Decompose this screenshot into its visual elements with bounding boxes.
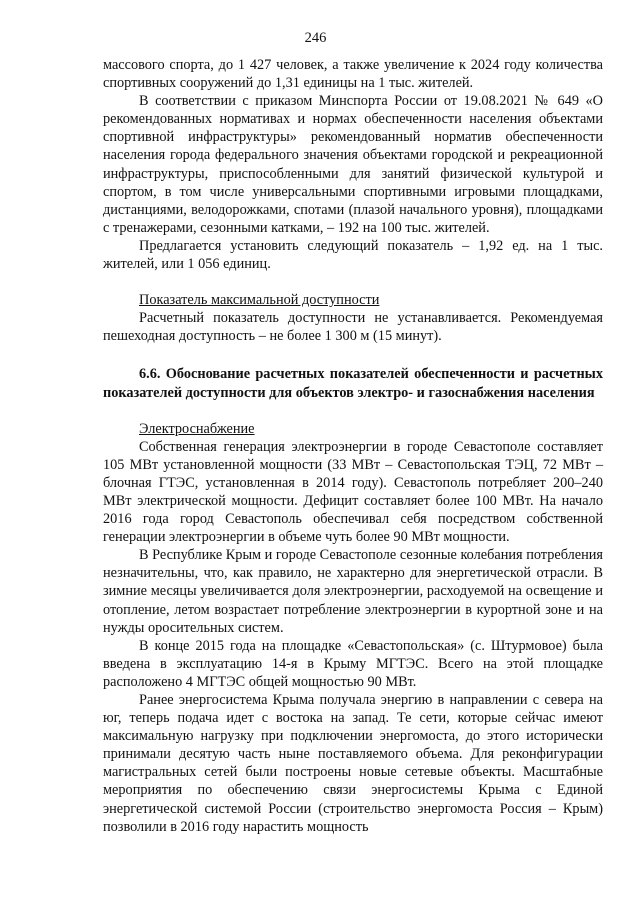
paragraph: В соответствии с приказом Минспорта России от 19.08.2021 № 649 «О рекомендованных нормативах и нормах обеспеченности населения объектами спортивной инфраструктуры» рекомендованный норматив обеспеченности населения города федерального значения объектами городской и рекреационной инфраструктуры, приспособленными для занятий физической культурой и спортом, в том числе универсальными спортивными игровыми площадками, дистанциями, велодорожками, спотами (плазой начального уровня), площадками с тренажерами, сезонными катками, – 192 на 100 тыс. жителей. <box>103 93 603 236</box>
section-heading: 6.6. Обоснование расчетных показателей обеспеченности и расчетных показателей доступности для объектов электро- и газоснабжения населения <box>103 366 603 401</box>
document-body <box>103 56 603 836</box>
subheading-max-accessibility: Показатель максимальной доступности <box>139 292 380 309</box>
paragraph: Предлагается установить следующий показатель – 1,92 ед. на 1 тыс. жителей, или 1 056 единиц. <box>103 237 603 273</box>
paragraph: Ранее энергосистема Крыма получала энергию в направлении с севера на юг, теперь подача идет с востока на запад. Те сети, которые сейчас имеют максимальную нагрузку при подключении энергомоста, до этого исторически принимали десятую часть ныне поставляемого объема. Для реконфигурации магистральных сетей были построены новые сетевые объекты. Масштабные мероприятия по обеспечению связи энергосистемы Крыма с Единой энергетической системой России (строительство энергомоста Россия – Крым) позволили в 2016 году нарастить мощность <box>103 692 603 835</box>
paragraph: Расчетный показатель доступности не устанавливается. Рекомендуемая пешеходная доступность – не более 1 300 м (15 минут). <box>103 310 603 345</box>
paragraph: В Республике Крым и городе Севастополе сезонные колебания потребления незначительны, что, как правило, не характерно для энергетической отрасли. В зимние месяцы увеличивается доля электроэнергии, расходуемой на освещение и отопление, летом возрастает потребление электроэнергии в курортной зоне и на нужды оросительных систем. <box>103 547 603 636</box>
paragraph: массового спорта, до 1 427 человек, а также увеличение к 2024 году количества спортивных сооружений до 1,31 единицы на 1 тыс. жителей. <box>103 57 603 92</box>
page-number: 246 <box>304 30 327 46</box>
subheading-electricity: Электроснабжение <box>139 420 255 437</box>
paragraph: В конце 2015 года на площадке «Севастопольская» (с. Штурмовое) была введена в эксплуатацию 14-я в Крыму МГТЭС. Всего на этой площадке расположено 4 МГТЭС общей мощностью 90 МВт. <box>103 637 603 690</box>
paragraph: Собственная генерация электроэнергии в городе Севастополе составляет 105 МВт установленной мощности (33 МВт – Севастопольская ТЭЦ, 72 МВт – блочная ГТЭС, установленная в 2014 году). Севастополь потребляет 200–240 МВт электрической мощности. Дефицит составляет более 100 МВт. На начало 2016 года город Севастополь обеспечивал себя посредством собственной генерации электроэнергии в объеме чуть более 90 МВт мощности. <box>103 438 603 546</box>
